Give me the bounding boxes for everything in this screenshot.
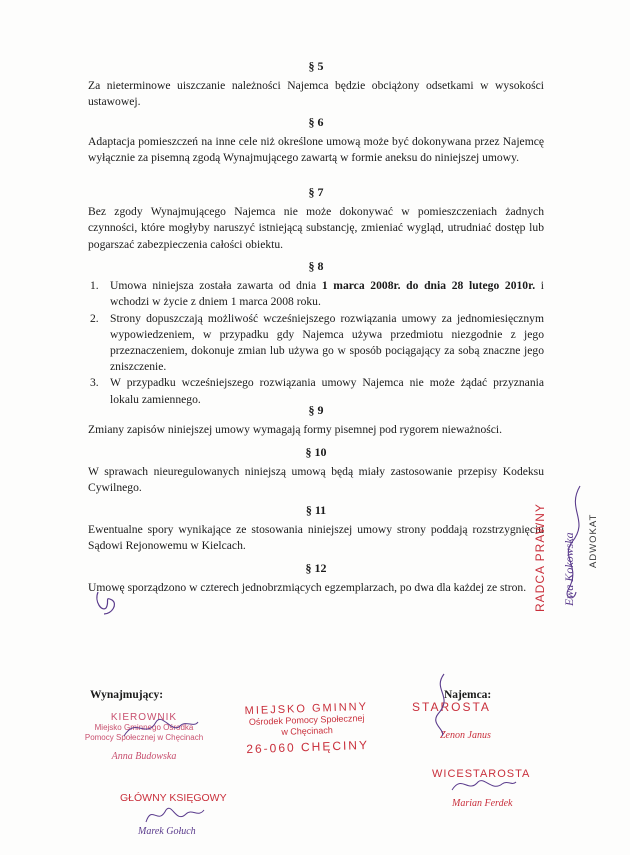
- section-heading: § 10: [305, 445, 327, 459]
- section-text: Adaptacja pomieszczeń na inne cele niż określone umową może być dokonywana przez Najemcę wyłącznie za pisemną zgodą Wynajmującego zawartą w formie aneksu do niniejszej umowy.: [88, 135, 544, 165]
- najemca-label: Najemca:: [444, 689, 492, 701]
- section-text: Za nieterminowe uiszczanie należności Najemca będzie obciążony odsetkami w wysokości ustawowej.: [88, 79, 544, 109]
- initials-signature: [92, 588, 122, 618]
- section-heading: § 8: [308, 259, 324, 273]
- ksiegowy-name: Marek Gołuch: [138, 826, 196, 837]
- ops-checiny-stamp: MIEJSKO GMINNY Ośrodek Pomocy Społecznej w Chęcinach 26-060 CHĘCINY: [244, 700, 370, 757]
- section-6: [88, 114, 544, 167]
- section-7: [88, 184, 544, 253]
- starosta-signature: [414, 670, 474, 740]
- wicestarosta-name: Marian Ferdek: [452, 798, 513, 809]
- section-text: Zmiany zapisów niniejszej umowy wymagają formy pisemnej pod rygorem nieważności.: [88, 423, 503, 437]
- radca-signature: [546, 480, 606, 610]
- list-item: 1. Umowa niniejsza została zawarta od dnia 1 marca 2008r. do dnia 28 lutego 2010r. i wchodzi w życie z dniem 1 marca 2008 roku.: [90, 279, 544, 309]
- section-heading: § 9: [308, 403, 324, 417]
- ksiegowy-signature: [140, 800, 210, 830]
- section-heading: § 6: [308, 115, 324, 129]
- section-8: [88, 258, 544, 408]
- section-11: [88, 502, 544, 555]
- section-12: [88, 560, 544, 596]
- section-heading: § 12: [305, 561, 327, 575]
- list-item: 2. Strony dopuszczają możliwość wcześniejszego rozwiązania umowy za jednomiesięcznym wypowiedzeniem, w przypadku gdy Najemca używa przedmiotu niezgodnie z jego przeznaczeniem, dokonuje zmian lub używa go w sposób pociągający za sobą znaczne jego zniszczenie.: [90, 311, 544, 374]
- section-10: [88, 444, 544, 497]
- radca-signature-name: Ewa Kokowska: [562, 532, 576, 606]
- section-list: [88, 278, 544, 408]
- section-5: [88, 58, 544, 111]
- wicestarosta-signature: [448, 770, 518, 800]
- starosta-name: Zenon Janus: [440, 730, 491, 741]
- section-text: Bez zgody Wynajmującego Najemca nie może dokonywać w pomieszczeniach żadnych czynności, które mogłyby naruszyć istniejącą substancję, zmieniać wygląd, utrudniać dostęp lub pogarszać zabezpieczenia całości obiektu.: [88, 205, 544, 251]
- starosta-stamp: STAROSTA: [412, 700, 491, 714]
- radca-prawny-stamp: RADCA PRAWNY: [533, 503, 547, 612]
- ksiegowy-stamp: GŁÓWNY KSIĘGOWY: [120, 792, 227, 804]
- wicestarosta-stamp: WICESTAROSTA: [432, 768, 531, 780]
- adwokat-stamp: ADWOKAT: [588, 513, 599, 568]
- kierownik-stamp: KIEROWNIK Miejsko Gminnego Ośrodka Pomocy Społecznej w Chęcinach Anna Budowska: [84, 712, 204, 762]
- section-heading: § 11: [305, 503, 327, 517]
- section-text: Ewentualne spory wynikające ze stosowania niniejszej umowy strony poddają rozstrzygnięciu Sądowi Rejonowemu w Kielcach.: [88, 523, 544, 553]
- section-heading: § 5: [308, 59, 324, 73]
- section-9: [88, 402, 544, 438]
- section-text: Umowę sporządzono w czterech jednobrzmiących egzemplarzach, po dwa dla każdej ze stron.: [88, 581, 527, 595]
- kierownik-signature: [120, 706, 200, 746]
- wynajmujacy-label: Wynajmujący:: [90, 689, 164, 701]
- list-item: 3. W przypadku wcześniejszego rozwiązania umowy Najemca nie może żądać przyznania lokalu zamiennego.: [90, 376, 544, 406]
- section-heading: § 7: [308, 185, 324, 199]
- section-text: W sprawach nieuregulowanych niniejszą umową będą miały zastosowanie przepisy Kodeksu Cywilnego.: [88, 465, 544, 495]
